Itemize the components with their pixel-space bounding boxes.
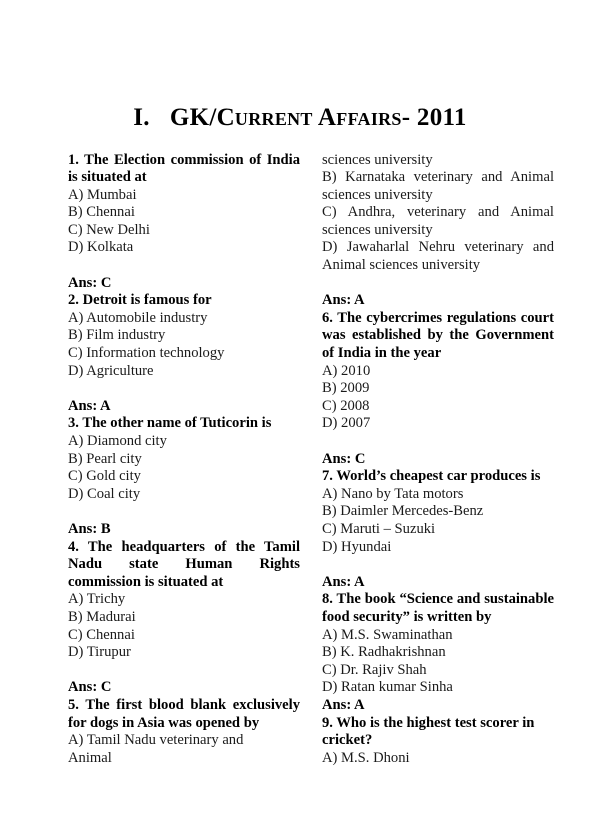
question-6-option-d: D) 2007 xyxy=(322,415,371,432)
question-7-option-a: A) Nano by Tata motors xyxy=(322,485,464,502)
spacer xyxy=(68,257,300,275)
question-block-3 xyxy=(68,415,300,538)
question-7-answer: Ans: A xyxy=(322,573,365,590)
question-8-option-c: C) Dr. Rajiv Shah xyxy=(322,661,427,678)
page-title-text: GK/Current Affairs- 2011 xyxy=(169,104,467,131)
question-7-option-d: D) Hyundai xyxy=(322,538,392,555)
question-5-answer: Ans: A xyxy=(322,292,365,309)
question-2-option-b: B) Film industry xyxy=(68,327,166,344)
question-8-option-a: A) M.S. Swaminathan xyxy=(322,626,453,643)
question-7-option-b: B) Daimler Mercedes-Benz xyxy=(322,503,484,520)
question-5-option-a-line3: sciences university xyxy=(322,151,433,168)
question-3-option-a: A) Diamond city xyxy=(68,433,167,449)
question-1-option-c: C) New Delhi xyxy=(68,221,150,238)
right-column xyxy=(322,152,554,768)
question-2-text: 2. Detroit is famous for xyxy=(68,292,212,309)
question-block-8 xyxy=(322,591,554,714)
page-title-numeral: I. xyxy=(133,104,150,131)
question-6-option-c: C) 2008 xyxy=(322,397,370,414)
question-9-option-a: A) M.S. Dhoni xyxy=(322,749,410,766)
question-3-option-c: C) Gold city xyxy=(68,468,141,485)
question-block-4 xyxy=(68,539,300,697)
question-2-option-c: C) Information technology xyxy=(68,345,225,362)
question-4-answer: Ans: C xyxy=(68,679,112,696)
question-4-option-c: C) Chennai xyxy=(68,626,135,643)
question-1-option-b: B) Chennai xyxy=(68,204,135,221)
question-1-text: 1. The Election commission of India is situated at xyxy=(68,151,300,186)
question-6-answer: Ans: C xyxy=(322,450,366,467)
question-6-text: 6. The cybercrimes regulations court was established by the Government of India in the year xyxy=(322,309,554,362)
question-7-text: 7. World’s cheapest car produces is xyxy=(322,468,541,485)
question-8-option-b: B) K. Radhakrishnan xyxy=(322,644,446,661)
question-block-2 xyxy=(68,292,300,415)
question-2-option-d: D) Agriculture xyxy=(68,362,154,379)
question-4-option-d: D) Tirupur xyxy=(68,644,131,661)
spacer xyxy=(68,503,300,521)
spacer xyxy=(68,662,300,680)
question-2-option-a: A) Automobile industry xyxy=(68,309,208,326)
question-6-option-b: B) 2009 xyxy=(322,380,370,397)
question-block-1 xyxy=(68,152,300,293)
spacer xyxy=(322,275,554,293)
question-5-option-d: D) Jawaharlal Nehru veterinary and Animal sciences university xyxy=(322,239,554,274)
question-8-option-d: D) Ratan kumar Sinha xyxy=(322,679,453,696)
question-5-option-a-line1: A) Tamil Nadu veterinary and xyxy=(68,732,244,749)
question-4-option-b: B) Madurai xyxy=(68,608,136,625)
spacer xyxy=(322,433,554,451)
question-4-text: 4. The headquarters of the Tamil Nadu state Human Rights commission is situated at xyxy=(68,538,300,590)
question-block-7 xyxy=(322,468,554,591)
spacer xyxy=(68,380,300,398)
question-5-option-a-line2: Animal xyxy=(68,749,112,766)
question-block-5-continued xyxy=(322,152,554,310)
spacer xyxy=(322,556,554,574)
question-9-text: 9. Who is the highest test scorer in cricket? xyxy=(322,714,535,749)
left-column xyxy=(68,152,300,768)
question-3-option-b: B) Pearl city xyxy=(68,450,142,467)
question-8-text: 8. The book “Science and sustainable food security” is written by xyxy=(322,591,554,625)
question-6-option-a: A) 2010 xyxy=(322,362,371,379)
question-5-option-c: C) Andhra, veterinary and Animal sciences university xyxy=(322,204,554,238)
question-block-5 xyxy=(68,697,300,767)
question-block-9 xyxy=(322,715,554,768)
question-7-option-c: C) Maruti – Suzuki xyxy=(322,520,436,537)
page-title xyxy=(0,0,600,132)
question-3-option-d: D) Coal city xyxy=(68,485,141,502)
question-1-option-a: A) Mumbai xyxy=(68,186,137,203)
question-3-text: 3. The other name of Tuticorin is xyxy=(68,415,272,432)
question-3-answer: Ans: B xyxy=(68,520,111,537)
question-4-option-a: A) Trichy xyxy=(68,591,126,608)
question-block-6 xyxy=(322,310,554,468)
question-8-answer: Ans: A xyxy=(322,696,365,713)
question-1-option-d: D) Kolkata xyxy=(68,239,134,256)
question-2-answer: Ans: A xyxy=(68,397,111,414)
question-5-option-b: B) Karnataka veterinary and Animal sciences university xyxy=(322,169,554,203)
question-1-answer: Ans: C xyxy=(68,274,112,291)
question-5-text: 5. The first blood blank exclusively for dogs in Asia was opened by xyxy=(68,696,300,731)
two-column-body xyxy=(0,132,600,768)
